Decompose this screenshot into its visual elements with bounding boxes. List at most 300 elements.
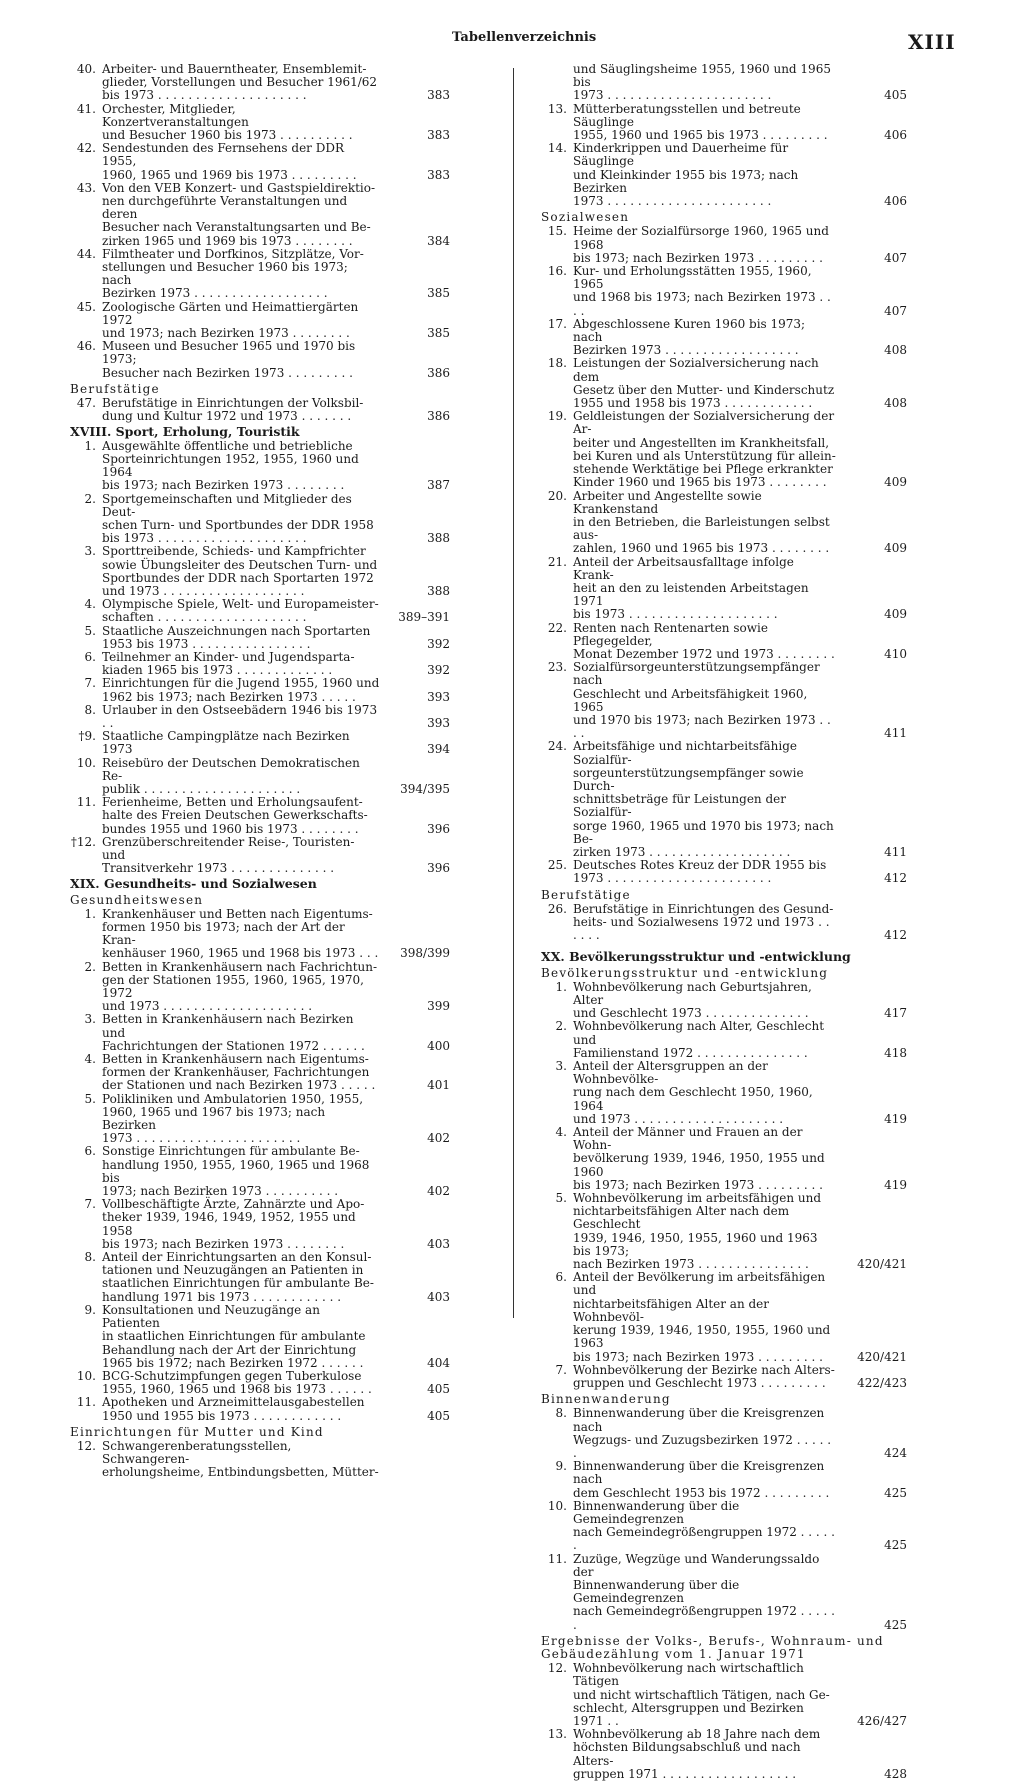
entry-number: 46. [76, 339, 96, 354]
entry-text-line: sowie Übungsleiter des Deutschen Turn- und [102, 557, 378, 572]
entry-number: †12. [70, 834, 96, 849]
toc-entry [535, 225, 915, 265]
entry-text-line: Vollbeschäftigte Ärzte, Zahnärzte und Apo- [102, 1197, 365, 1212]
toc-entry [535, 740, 915, 859]
entry-text-line: Filmtheater und Dorfkinos, Sitzplätze, Vor- [102, 246, 364, 261]
entry-text-line: stellungen und Besucher 1960 bis 1973; nach [102, 260, 348, 288]
entry-text-line: Transitverkehr 1973 . . . . . . . . . . . . . . [102, 861, 335, 876]
subsection-heading: Gesundheitswesen [70, 892, 204, 907]
column-divider [513, 68, 514, 1318]
entry-page-ref: 392 [427, 636, 450, 651]
entry-number: 19. [547, 409, 567, 424]
toc-entry [64, 598, 458, 624]
entry-text-line: Anteil der Arbeitsausfalltage infolge Krank- [573, 554, 794, 582]
entry-page-ref: 419 [884, 1177, 907, 1192]
entry-text-line: 1973 . . . . . . . . . . . . . . . . . . . . . . [573, 194, 772, 209]
entry-page-ref: 402 [427, 1131, 450, 1146]
entry-page-ref: 386 [427, 409, 450, 424]
entry-number: 9. [84, 1302, 96, 1317]
entry-number: 16. [547, 264, 567, 279]
entry-page-ref: 408 [884, 343, 907, 358]
entry-number: 26. [547, 901, 567, 916]
toc-entry [535, 1460, 915, 1500]
entry-text-line: Wohnbevölkerung ab 18 Jahre nach dem [573, 1727, 821, 1742]
entry-text-line: bis 1973; nach Bezirken 1973 . . . . . . . . . [573, 250, 823, 265]
entry-text-line: Zuzüge, Wegzüge und Wanderungssaldo der [573, 1551, 820, 1579]
toc-entry [535, 1020, 915, 1060]
entry-text-line: Ausgewählte öffentliche und betriebliche [102, 438, 353, 453]
entry-text-line: in staatlichen Einrichtungen für ambulante [102, 1329, 366, 1344]
entry-text-line: handlung 1971 bis 1973 . . . . . . . . . . . . [102, 1289, 342, 1304]
toc-entry [64, 961, 458, 1014]
entry-text-line: in den Betrieben, die Barleistungen selbst aus- [573, 514, 830, 543]
entry-number: 18. [547, 356, 567, 371]
entry-text-line: schlecht, Altersgruppen und Bezirken 1971 . . [573, 1700, 804, 1728]
entry-text-line: 1960, 1965 und 1969 bis 1973 . . . . . . . . . [102, 167, 357, 182]
toc-entry [535, 556, 915, 622]
entry-number: 6. [84, 1144, 96, 1159]
entry-text-line: Geschlecht und Arbeitsfähigkeit 1960, 1965 [573, 686, 808, 714]
entry-page-ref: 386 [427, 365, 450, 380]
entry-text-line: 1955, 1960, 1965 und 1968 bis 1973 . . . . . . [102, 1382, 372, 1397]
entry-page-ref: 420/421 [857, 1349, 907, 1364]
entry-text-line: Wegzugs- und Zuzugsbezirken 1972 . . . . . . [573, 1432, 832, 1460]
entry-text-line: Betten in Krankenhäusern nach Fachrichtun- [102, 959, 378, 974]
entry-page-ref: 411 [884, 726, 907, 741]
toc-entry [535, 1662, 915, 1728]
entry-text-line: 1953 bis 1973 . . . . . . . . . . . . . . . . [102, 636, 311, 651]
toc-entry [535, 357, 915, 410]
entry-text-line: bis 1973 . . . . . . . . . . . . . . . . . . . . [573, 607, 778, 622]
toc-entry [64, 63, 458, 103]
entry-text-line: bis 1973; nach Bezirken 1973 . . . . . . . . . [573, 1349, 823, 1364]
entry-page-ref: 424 [884, 1445, 907, 1460]
entry-text-line: tationen und Neuzugängen an Patienten in [102, 1263, 364, 1278]
entry-text-line: formen der Krankenhäuser, Fachrichtungen [102, 1065, 370, 1080]
entry-number: 7. [555, 1362, 567, 1377]
toc-entry [64, 142, 458, 182]
entry-text-line: Abgeschlossene Kuren 1960 bis 1973; nach [573, 316, 806, 345]
entry-page-ref: 396 [427, 861, 450, 876]
entry-page-ref: 394/395 [400, 781, 450, 796]
entry-page-ref: 412 [884, 871, 907, 886]
entry-text-line: Anteil der Bevölkerung im arbeitsfähigen und [573, 1270, 826, 1298]
entry-number: 11. [76, 795, 96, 810]
entry-text-line: 1973 . . . . . . . . . . . . . . . . . . . . . . [573, 871, 772, 886]
subsection-heading: Berufstätige [70, 381, 160, 396]
entry-text-line: Behandlung nach der Art der Einrichtung [102, 1342, 357, 1357]
entry-number: 12. [76, 1438, 96, 1453]
entry-text-line: schaften . . . . . . . . . . . . . . . . . . . . [102, 610, 307, 625]
subsection-heading-line: Gebäudezählung vom 1. Januar 1971 [541, 1646, 806, 1661]
entry-text-line: Monat Dezember 1972 und 1973 . . . . . . . . [573, 646, 835, 661]
entry-text-line: Wohnbevölkerung nach wirtschaftlich Tätigen [573, 1661, 804, 1689]
toc-entry [535, 1060, 915, 1126]
toc-entry [64, 397, 458, 423]
entry-text-line: bundes 1955 und 1960 bis 1973 . . . . . . . . [102, 821, 359, 836]
page-header-title: Tabellenverzeichnis [452, 30, 597, 45]
subsection-heading [541, 1635, 915, 1661]
toc-entry [535, 1553, 915, 1632]
entry-page-ref: 389–391 [398, 610, 450, 625]
entry-page-ref: 411 [884, 844, 907, 859]
entry-text-line: schen Turn- und Sportbundes der DDR 1958 [102, 517, 374, 532]
entry-page-ref: 428 [884, 1766, 907, 1781]
entry-text-line: Binnenwanderung über die Gemeindegrenzen [573, 1577, 740, 1606]
entry-text-line: Museen und Besucher 1965 und 1970 bis 1973; [102, 339, 356, 367]
entry-text-line: zirken 1973 . . . . . . . . . . . . . . . . . . . [573, 844, 791, 859]
entry-text-line: theker 1939, 1946, 1949, 1952, 1955 und 1958 [102, 1210, 356, 1238]
entry-text-line: sorge 1960, 1965 und 1970 bis 1973; nach Be- [573, 818, 834, 846]
entry-text-line: der Stationen und nach Bezirken 1973 . . . . . [102, 1078, 376, 1093]
entry-text-line: publik . . . . . . . . . . . . . . . . . . . . . [102, 781, 301, 796]
entry-number: 10. [76, 755, 96, 770]
entry-page-ref: 418 [884, 1045, 907, 1060]
toc-entry [64, 1370, 458, 1396]
entry-page-ref: 385 [427, 326, 450, 341]
entry-text-line: sorgeunterstützungsempfänger sowie Durch- [573, 765, 804, 793]
spacer [535, 942, 915, 948]
entry-page-ref: 383 [427, 88, 450, 103]
entry-text-line: zirken 1965 und 1969 bis 1973 . . . . . . . . [102, 233, 353, 248]
toc-entry [535, 622, 915, 662]
toc-entry [64, 440, 458, 493]
entry-text-line: stehende Werktätige bei Pflege erkrankter [573, 462, 833, 477]
entry-text-line: 1973; nach Bezirken 1973 . . . . . . . . . . [102, 1184, 339, 1199]
entry-page-ref: 405 [427, 1382, 450, 1397]
section-heading: XIX. Gesundheits- und Sozialwesen [70, 876, 317, 892]
entry-number: 5. [555, 1191, 567, 1206]
toc-entry [535, 981, 915, 1021]
entry-text-line: bis 1973 . . . . . . . . . . . . . . . . . . . . [102, 531, 307, 546]
entry-text-line: Sporttreibende, Schieds- und Kampfrichter [102, 544, 366, 559]
toc-entry [64, 248, 458, 301]
toc-entry [64, 796, 458, 836]
entry-text-line: Berufstätige in Einrichtungen des Gesund- [573, 901, 834, 916]
entry-number: 12. [547, 1661, 567, 1676]
entry-number: 14. [547, 141, 567, 156]
entry-text-line: und 1973; nach Bezirken 1973 . . . . . . . . [102, 326, 350, 341]
entry-number: 8. [84, 1250, 96, 1265]
entry-text-line: Grenzüberschreitender Reise-, Touristen- und [102, 834, 355, 862]
entry-text-line: Arbeiter- und Bauerntheater, Ensemblemit- [102, 62, 367, 76]
entry-text-line: Apotheken und Arzneimittelausgabestellen [102, 1395, 365, 1410]
entry-page-ref: 410 [884, 646, 907, 661]
entry-text-line: bis 1973 . . . . . . . . . . . . . . . . . . . . [102, 88, 307, 103]
toc-entry [64, 908, 458, 961]
entry-page-ref: 407 [884, 303, 907, 318]
entry-text-line: Gesetz über den Mutter- und Kinderschutz [573, 382, 835, 397]
entry-page-ref: 408 [884, 396, 907, 411]
entry-page-ref: 407 [884, 250, 907, 265]
entry-text-line: Wohnbevölkerung der Bezirke nach Alters- [573, 1362, 835, 1377]
entry-text-line: Von den VEB Konzert- und Gastspieldirektio- [102, 180, 376, 195]
entry-text-line: 1960, 1965 und 1967 bis 1973; nach Bezirken [102, 1104, 326, 1133]
entry-number: 7. [84, 676, 96, 691]
entry-number: 23. [547, 660, 567, 675]
entry-page-ref: 412 [884, 928, 907, 943]
entry-text-line: Deutsches Rotes Kreuz der DDR 1955 bis [573, 858, 827, 873]
toc-entry [64, 1145, 458, 1198]
entry-number: 9. [555, 1459, 567, 1474]
entry-text-line: Anteil der Einrichtungsarten an den Konsul- [102, 1250, 372, 1265]
entry-text-line: und Geschlecht 1973 . . . . . . . . . . . . . . [573, 1006, 809, 1021]
entry-text-line: 1973 . . . . . . . . . . . . . . . . . . . . . . [102, 1131, 301, 1146]
entry-page-ref: 383 [427, 167, 450, 182]
entry-text-line: rung nach dem Geschlecht 1950, 1960, 1964 [573, 1085, 813, 1113]
left-column [64, 63, 458, 1480]
toc-entry [64, 493, 458, 546]
toc-entry [64, 1093, 458, 1146]
subsection-heading: Berufstätige [541, 887, 631, 902]
entry-number: 11. [76, 1395, 96, 1410]
page-number: XIII [908, 30, 956, 54]
entry-text-line: formen 1950 bis 1973; nach der Art der Kran- [102, 920, 345, 948]
entry-text-line: bei Kuren und als Unterstützung für allein- [573, 448, 836, 463]
entry-text-line: Arbeiter und Angestellte sowie Krankenstand [573, 488, 762, 516]
entry-text-line: Kinder 1960 und 1965 bis 1973 . . . . . . . . [573, 475, 827, 490]
entry-number: 7. [84, 1197, 96, 1212]
entry-text-line: Wohnbevölkerung nach Geburtsjahren, Alter [573, 979, 812, 1008]
entry-number: 2. [555, 1019, 567, 1034]
toc-entry [64, 182, 458, 248]
section-heading: XVIII. Sport, Erholung, Touristik [70, 424, 300, 440]
entry-text-line: Zoologische Gärten und Heimattiergärten 1972 [102, 299, 359, 327]
entry-page-ref: 403 [427, 1289, 450, 1304]
entry-text-line: 1939, 1946, 1950, 1955, 1960 und 1963 bis 1973; [573, 1230, 818, 1258]
entry-text-line: Bezirken 1973 . . . . . . . . . . . . . . . . . . [102, 286, 328, 301]
entry-number: 4. [84, 597, 96, 612]
toc-entry [64, 301, 458, 341]
entry-text-line: Betten in Krankenhäusern nach Bezirken und [102, 1012, 354, 1040]
entry-number: 11. [547, 1551, 567, 1566]
entry-page-ref: 393 [427, 689, 450, 704]
entry-number: 13. [547, 1727, 567, 1742]
entry-text-line: Mütterberatungsstellen und betreute Säuglinge [573, 101, 801, 129]
entry-text-line: nichtarbeitsfähigen Alter an der Wohnbevöl- [573, 1296, 770, 1324]
entry-text-line: Heime der Sozialfürsorge 1960, 1965 und 1968 [573, 224, 829, 252]
entry-page-ref: 409 [884, 475, 907, 490]
entry-text-line: handlung 1950, 1955, 1960, 1965 und 1968 bis [102, 1157, 370, 1185]
entry-text-line: schnittsbeträge für Leistungen der Sozialfür- [573, 792, 786, 820]
entry-number: 2. [84, 959, 96, 974]
entry-text-line: Einrichtungen für die Jugend 1955, 1960 und [102, 676, 380, 691]
toc-entry [64, 757, 458, 797]
entry-page-ref: 425 [884, 1538, 907, 1553]
entry-text-line: Wohnbevölkerung im arbeitsfähigen und [573, 1191, 822, 1206]
entry-text-line: Sonstige Einrichtungen für ambulante Be- [102, 1144, 360, 1159]
entry-text-line: Reisebüro der Deutschen Demokratischen Re- [102, 755, 360, 783]
toc-entry [64, 1396, 458, 1422]
entry-text-line: und 1970 bis 1973; nach Bezirken 1973 . . . . [573, 712, 831, 741]
entry-text-line: 1973 . . . . . . . . . . . . . . . . . . . . . . [573, 88, 772, 103]
entry-number: 1. [555, 979, 567, 994]
subsection-heading: Sozialwesen [541, 210, 630, 225]
entry-number: 40. [76, 62, 96, 76]
entry-page-ref: 409 [884, 541, 907, 556]
entry-text-line: und Besucher 1960 bis 1973 . . . . . . . . . . [102, 128, 353, 143]
entry-number: 21. [547, 554, 567, 569]
entry-text-line: Betten in Krankenhäusern nach Eigentums- [102, 1052, 369, 1067]
entry-text-line: Geldleistungen der Sozialversicherung der Ar- [573, 409, 835, 437]
entry-text-line: glieder, Vorstellungen und Besucher 1961/62 [102, 75, 378, 90]
entry-text-line: Kur- und Erholungsstätten 1955, 1960, 1965 [573, 264, 812, 292]
toc-entry [535, 103, 915, 143]
entry-text-line: 1955 und 1958 bis 1973 . . . . . . . . . . . . [573, 396, 813, 411]
entry-number: 4. [84, 1052, 96, 1067]
entry-text-line: Bezirken 1973 . . . . . . . . . . . . . . . . . . [573, 343, 799, 358]
subsection-heading: Binnenwanderung [541, 1392, 671, 1407]
entry-text-line: gruppen und Geschlecht 1973 . . . . . . . . . [573, 1375, 826, 1390]
toc-entry [64, 340, 458, 380]
entry-text-line: Binnenwanderung über die Kreisgrenzen nach [573, 1406, 825, 1434]
entry-text-line: Anteil der Altersgruppen an der Wohnbevölke- [573, 1059, 768, 1087]
entry-number: 47. [76, 396, 96, 411]
entry-text-line: Renten nach Rentenarten sowie Pflegegelder, [573, 620, 768, 648]
entry-text-line: dung und Kultur 1972 und 1973 . . . . . . . [102, 409, 352, 424]
subsection-heading: Bevölkerungsstruktur und -entwicklung [541, 965, 829, 980]
entry-text-line: heit an den zu leistenden Arbeitstagen 1971 [573, 580, 809, 609]
toc-entry [64, 1251, 458, 1304]
entry-text-line: Besucher nach Veranstaltungsarten und Be- [102, 220, 371, 235]
entry-page-ref: 405 [427, 1408, 450, 1423]
toc-entry [535, 1192, 915, 1271]
entry-text-line: und 1973 . . . . . . . . . . . . . . . . . . . . [573, 1111, 784, 1126]
entry-text-line: kiaden 1965 bis 1973 . . . . . . . . . . . . . [102, 663, 333, 678]
entry-number: 20. [547, 488, 567, 503]
toc-entry [535, 142, 915, 208]
entry-text-line: Arbeitsfähige und nichtarbeitsfähige Sozialfür- [573, 739, 797, 767]
entry-number: 3. [84, 544, 96, 559]
entry-text-line: Staatliche Campingplätze nach Bezirken 1973 [102, 729, 350, 757]
toc-entry [64, 651, 458, 677]
toc-entry [64, 704, 458, 730]
entry-page-ref: 422/423 [857, 1375, 907, 1390]
entry-text-line: Staatliche Auszeichnungen nach Sportarten [102, 623, 371, 638]
toc-entry [535, 1126, 915, 1192]
entry-text-line: Anteil der Männer und Frauen an der Wohn- [573, 1125, 803, 1153]
entry-text-line: Krankenhäuser und Betten nach Eigentums- [102, 906, 373, 921]
toc-entry [64, 545, 458, 598]
entry-text-line: Polikliniken und Ambulatorien 1950, 1955, [102, 1091, 364, 1106]
entry-number: 2. [84, 491, 96, 506]
toc-entry [64, 103, 458, 143]
subsection-heading: Einrichtungen für Mutter und Kind [70, 1424, 324, 1439]
subsection-heading-line: Ergebnisse der Volks-, Berufs-, Wohnraum- und [541, 1633, 884, 1648]
entry-text-line: staatlichen Einrichtungen für ambulante Be- [102, 1276, 374, 1291]
toc-entry [64, 1013, 458, 1053]
entry-text-line: Familienstand 1972 . . . . . . . . . . . . . . . [573, 1045, 808, 1060]
entry-text-line: Sportgemeinschaften und Mitglieder des Deut- [102, 491, 352, 519]
entry-number: 5. [84, 1091, 96, 1106]
entry-text-line: nichtarbeitsfähigen Alter nach dem Geschlecht [573, 1204, 790, 1232]
entry-text-line: halte des Freien Deutschen Gewerkschafts- [102, 808, 368, 823]
toc-entry [535, 490, 915, 556]
entry-text-line: Ferienheime, Betten und Erholungsaufent- [102, 795, 363, 810]
entry-text-line: Sporteinrichtungen 1952, 1955, 1960 und 1964 [102, 451, 359, 480]
entry-page-ref: 425 [884, 1485, 907, 1500]
toc-entry [64, 730, 458, 756]
entry-text-line: bis 1973; nach Bezirken 1973 . . . . . . . . [102, 1236, 345, 1251]
toc-entry [64, 1440, 458, 1480]
entry-page-ref: 392 [427, 663, 450, 678]
entry-text-line: BCG-Schutzimpfungen gegen Tuberkulose [102, 1368, 362, 1383]
entry-text-line: Binnenwanderung über die Kreisgrenzen nach [573, 1459, 825, 1487]
entry-number: 5. [84, 623, 96, 638]
entry-page-ref: 404 [427, 1355, 450, 1370]
entry-page-ref: 400 [427, 1038, 450, 1053]
entry-text-line: kenhäuser 1960, 1965 und 1968 bis 1973 . . . [102, 946, 379, 961]
toc-entry [64, 1304, 458, 1370]
entry-text-line: höchsten Bildungsabschluß und nach Alters- [573, 1740, 801, 1768]
entry-text-line: und Kleinkinder 1955 bis 1973; nach Bezirken [573, 167, 799, 195]
entry-text-line: Sportbundes der DDR nach Sportarten 1972 [102, 570, 374, 585]
entry-page-ref: 406 [884, 128, 907, 143]
entry-page-ref: 383 [427, 128, 450, 143]
entry-text-line: Konsultationen und Neuzugänge an Patienten [102, 1302, 320, 1331]
toc-entry [535, 1364, 915, 1390]
entry-text-line: Binnenwanderung über die Gemeindegrenzen [573, 1498, 740, 1526]
entry-page-ref: 393 [427, 715, 450, 730]
entry-text-line: Wohnbevölkerung nach Alter, Geschlecht und [573, 1019, 825, 1047]
entry-text-line: 1955, 1960 und 1965 bis 1973 . . . . . . . . . [573, 128, 828, 143]
toc-entry [535, 1500, 915, 1553]
entry-text-line: zahlen, 1960 und 1965 bis 1973 . . . . . . . . [573, 541, 830, 556]
entry-page-ref: 388 [427, 531, 450, 546]
entry-text-line: Orchester, Mitglieder, Konzertveranstaltungen [102, 101, 249, 129]
entry-page-ref: 394 [427, 742, 450, 757]
entry-text-line: Leistungen der Sozialversicherung nach dem [573, 356, 819, 384]
entry-number: 3. [555, 1059, 567, 1074]
entry-text-line: 1965 bis 1972; nach Bezirken 1972 . . . . . . [102, 1355, 364, 1370]
entry-page-ref: 388 [427, 583, 450, 598]
toc-entry [535, 318, 915, 358]
entry-number: 41. [76, 101, 96, 116]
entry-text-line: nach Gemeindegrößengruppen 1972 . . . . . . [573, 1604, 835, 1632]
toc-entry [64, 677, 458, 703]
entry-number: 15. [547, 224, 567, 239]
entry-page-ref: 385 [427, 286, 450, 301]
entry-number: 10. [547, 1498, 567, 1513]
entry-text-line: Fachrichtungen der Stationen 1972 . . . . . . [102, 1038, 365, 1053]
entry-number: 6. [84, 649, 96, 664]
entry-text-line: nach Gemeindegrößengruppen 1972 . . . . . . [573, 1525, 835, 1553]
entry-number: 22. [547, 620, 567, 635]
entry-number: 8. [555, 1406, 567, 1421]
entry-number: 24. [547, 739, 567, 754]
entry-number: 13. [547, 101, 567, 116]
entry-text-line: Sendestunden des Fernsehens der DDR 1955, [102, 141, 344, 169]
entry-page-ref: 396 [427, 821, 450, 836]
entry-text-line: 1950 und 1955 bis 1973 . . . . . . . . . . . . [102, 1408, 342, 1423]
toc-entry [535, 903, 915, 943]
entry-text-line: Schwangerenberatungsstellen, Schwangeren- [102, 1438, 292, 1467]
entry-text-line: heits- und Sozialwesens 1972 und 1973 . . . . . . [573, 915, 830, 943]
entry-number: 44. [76, 246, 96, 261]
entry-number: 10. [76, 1368, 96, 1383]
entry-number: 8. [84, 702, 96, 717]
entry-page-ref: 399 [427, 999, 450, 1014]
entry-page-ref: 420/421 [857, 1257, 907, 1272]
entry-number: 1. [84, 438, 96, 453]
entry-text-line: Teilnehmer an Kinder- und Jugendsparta- [102, 649, 355, 664]
entry-number: 1. [84, 906, 96, 921]
toc-entry [64, 1053, 458, 1093]
entry-text-line: Sozialfürsorgeunterstützungsempfänger nach [573, 660, 820, 688]
entry-number: 17. [547, 316, 567, 331]
entry-page-ref: 426/427 [857, 1713, 907, 1728]
entry-number: 3. [84, 1012, 96, 1027]
